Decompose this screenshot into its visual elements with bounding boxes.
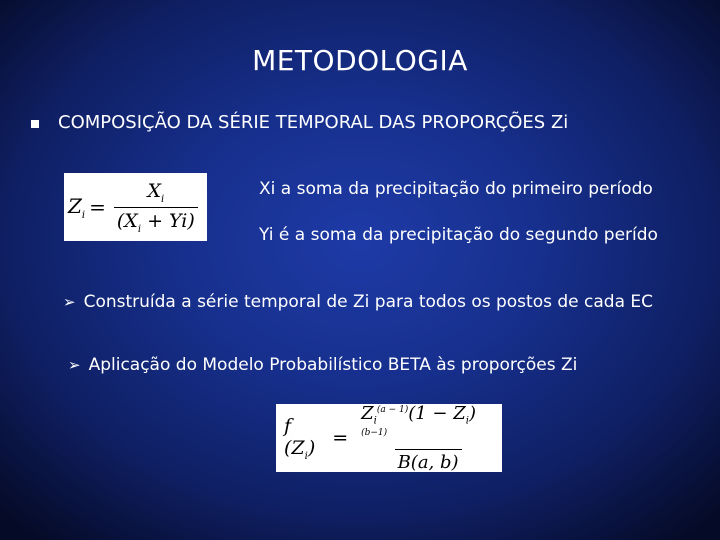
step-item-time-series	[63, 292, 653, 312]
formula2-num-z-exp: (a − 1)	[376, 404, 409, 415]
arrow-bullet-icon: ➢	[68, 356, 81, 374]
formula-den-sub: i	[137, 223, 142, 235]
formula2-num-paren: (1 − Z	[408, 402, 466, 424]
formula2-lhs-text: f (Z	[284, 414, 305, 459]
formula-zi-image	[64, 173, 207, 241]
section-heading: COMPOSIÇÃO DA SÉRIE TEMPORAL DAS PROPORÇÕES Zi	[58, 112, 569, 133]
formula2-num-z: Z	[361, 402, 374, 424]
arrow-bullet-icon: ➢	[63, 293, 76, 311]
formula-equals: =	[89, 195, 106, 219]
formula-beta-image	[276, 404, 502, 472]
formula-den-rest: + Yi)	[141, 209, 195, 232]
formula-denominator	[114, 207, 198, 235]
step-text: Aplicação do Modelo Probabilístico BETA às proporções Zi	[88, 355, 578, 375]
formula2-denominator: B(a, b)	[395, 449, 462, 473]
formula2-equals: =	[332, 427, 349, 449]
formula2-num-z-sub: i	[373, 415, 377, 427]
formula-fraction	[114, 180, 198, 235]
formula-lhs-sub: i	[81, 209, 86, 221]
formula2-fraction	[358, 403, 498, 474]
formula-num-var: X	[147, 179, 161, 202]
bullet-square-icon	[31, 120, 39, 128]
formula-den-open: (X	[116, 209, 138, 232]
formula-lhs	[68, 194, 85, 221]
step-item-beta-model	[68, 355, 577, 375]
formula-lhs-var: Z	[68, 193, 82, 218]
formula2-num-exp: (b−1)	[361, 428, 388, 439]
step-text: Construída a série temporal de Zi para todos os postos de cada EC	[83, 292, 654, 312]
formula2-lhs-sub: i	[304, 450, 308, 462]
formula2-lhs	[284, 415, 326, 462]
formula-numerator	[144, 180, 167, 207]
definition-yi: Yi é a soma da precipitação do segundo perído	[259, 225, 658, 245]
slide-title: METODOLOGIA	[252, 44, 468, 77]
formula2-num-paren-sub: i	[465, 415, 469, 427]
formula-num-sub: i	[160, 193, 165, 205]
formula2-num-paren-close: )	[468, 402, 476, 424]
definition-xi: Xi a soma da precipitação do primeiro período	[259, 179, 653, 199]
formula2-lhs-close: )	[307, 436, 316, 459]
formula2-numerator	[358, 403, 498, 450]
